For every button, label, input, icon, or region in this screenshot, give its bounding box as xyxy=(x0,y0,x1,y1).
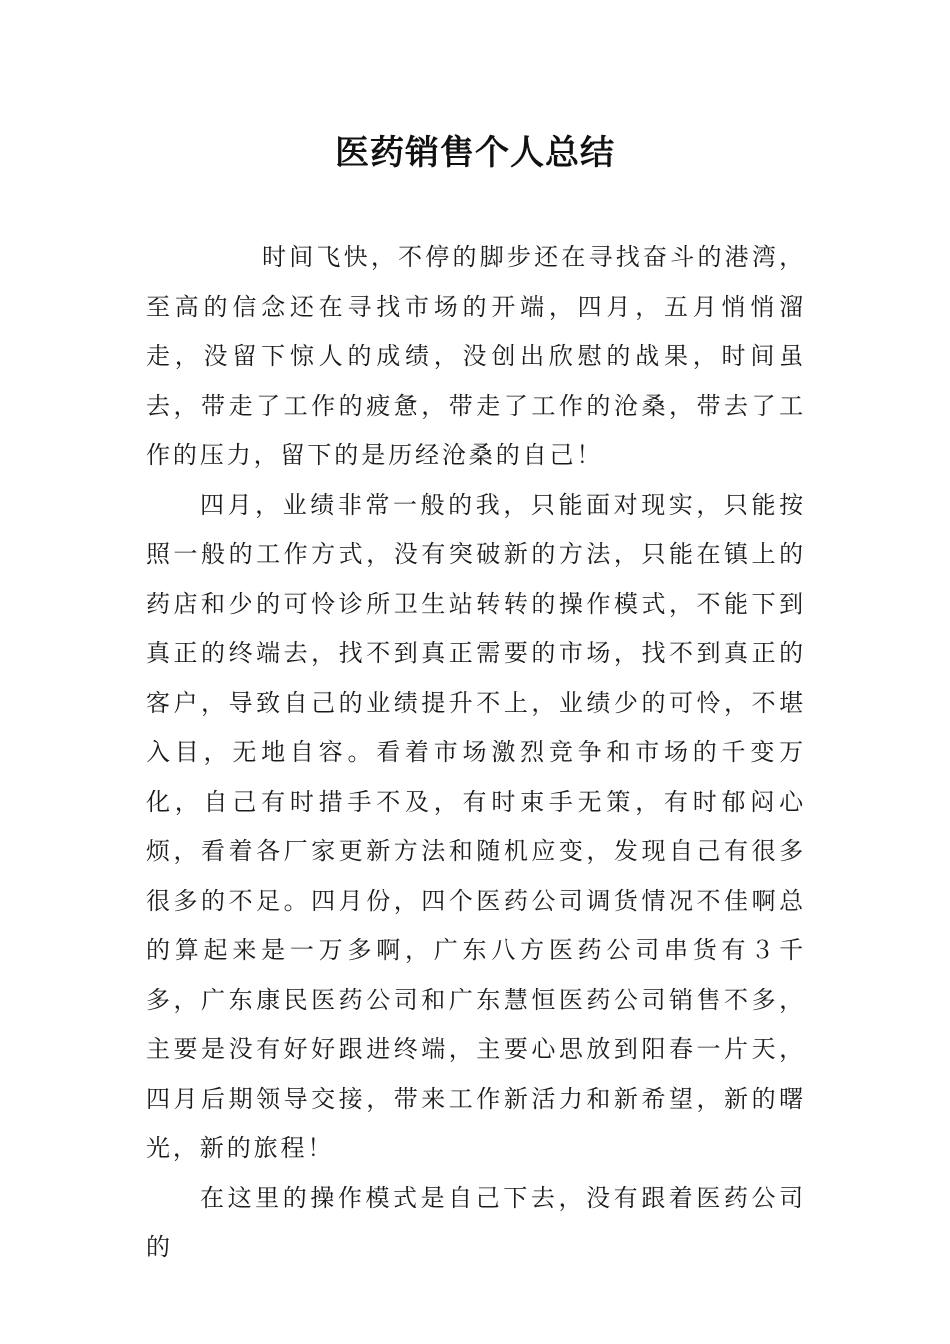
document-body xyxy=(146,233,806,1273)
document-title: 医药销售个人总结 xyxy=(335,133,615,173)
paragraph-1: 时间飞快，不停的脚步还在寻找奋斗的港湾，至高的信念还在寻找市场的开端，四月，五月悄悄溜走，没留下惊人的成绩，没创出欣慰的战果，时间虽去，带走了工作的疲惫，带走了工作的沧桑，带去了工作的压力，留下的是历经沧桑的自己！ xyxy=(146,243,806,469)
paragraph-2: 四月，业绩非常一般的我，只能面对现实，只能按照一般的工作方式，没有突破新的方法，只能在镇上的药店和少的可怜诊所卫生站转转的操作模式，不能下到真正的终端去，找不到真正需要的市场，找不到真正的客户，导致自己的业绩提升不上，业绩少的可怜，不堪入目，无地自容。看着市场激烈竞争和市场的千变万化，自己有时措手不及，有时束手无策，有时郁闷心烦，看着各厂家更新方法和随机应变，发现自己有很多很多的不足。四月份，四个医药公司调货情况不佳啊总的算起来是一万多啊，广东八方医药公司串货有３千多，广东康民医药公司和广东慧恒医药公司销售不多，主要是没有好好跟进终端，主要心思放到阳春一片天，四月后期领导交接，带来工作新活力和新希望，新的曙光，新的旅程！ xyxy=(146,490,806,1162)
paragraph-3: 在这里的操作模式是自己下去，没有跟着医药公司的 xyxy=(146,1183,806,1261)
